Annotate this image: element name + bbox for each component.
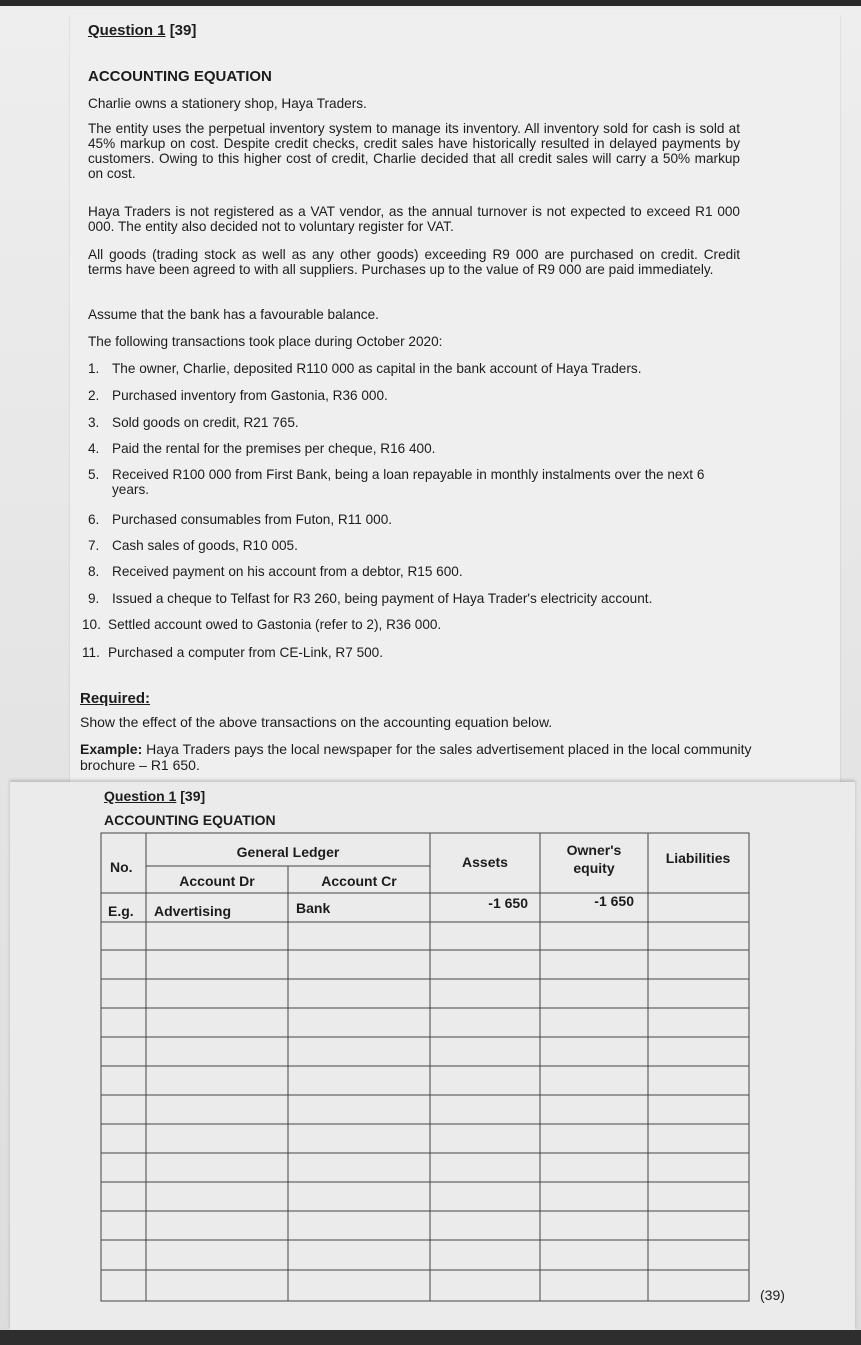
paragraph-vat: Haya Traders is not registered as a VAT vendor, as the annual turnover is not expected to exceed R1 000 000. The entity also decided not to voluntary register for VAT. bbox=[88, 204, 740, 234]
photo-edge-bottom bbox=[0, 1330, 861, 1345]
transaction-text: Issued a cheque to Telfast for R3 260, being payment of Haya Trader's electricity account. bbox=[112, 591, 653, 606]
transaction-text: Paid the rental for the premises per cheque, R16 400. bbox=[112, 441, 436, 456]
example-label: Example: bbox=[80, 741, 143, 757]
header-owners-equity-line1: Owner's bbox=[566, 842, 622, 858]
example-body: Haya Traders pays the local newspaper for the sales advertisement placed in the local community brochure – R1 650. bbox=[80, 741, 752, 773]
transaction-text: Received R100 000 from First Bank, being a loan repayable in monthly instalments over the next 6 years. bbox=[112, 467, 705, 497]
transaction-number: 1. bbox=[88, 361, 100, 376]
transaction-number: 2. bbox=[88, 388, 100, 403]
total-marks: (39) bbox=[760, 1287, 785, 1303]
paragraph-inventory: The entity uses the perpetual inventory system to manage its inventory. All inventory sold for cash is sold at 45% markup on cost. Despite credit checks, credit sales have historically resulted in delayed payments by customers. Owing to this higher cost of credit, Charlie decided that all credit sales will carry a 50% markup on cost. bbox=[88, 121, 740, 181]
transaction-number: 10. bbox=[82, 617, 101, 632]
transaction-text: Purchased inventory from Gastonia, R36 000. bbox=[112, 388, 388, 403]
transaction-text: Sold goods on credit, R21 765. bbox=[112, 415, 299, 430]
transaction-text: Settled account owed to Gastonia (refer to 2), R36 000. bbox=[108, 617, 442, 632]
transaction-number: 11. bbox=[82, 645, 100, 660]
required-text: Show the effect of the above transactions on the accounting equation below. bbox=[80, 714, 553, 730]
example-account-cr: Bank bbox=[296, 900, 331, 916]
transaction-number: 9. bbox=[88, 591, 100, 606]
transaction-number: 3. bbox=[88, 415, 100, 430]
header-account-cr: Account Cr bbox=[321, 873, 397, 889]
transaction-text: Cash sales of goods, R10 005. bbox=[112, 538, 298, 553]
example-row bbox=[108, 893, 634, 919]
example-account-dr: Advertising bbox=[154, 903, 232, 919]
header-account-dr: Account Dr bbox=[179, 873, 255, 889]
header-liabilities: Liabilities bbox=[665, 850, 731, 866]
transaction-text: Purchased a computer from CE-Link, R7 500. bbox=[108, 645, 384, 660]
required-heading: Required: bbox=[80, 690, 151, 707]
header-assets: Assets bbox=[462, 854, 508, 870]
question-marks: [39] bbox=[169, 22, 197, 39]
transaction-number: 5. bbox=[88, 467, 100, 482]
example-owners-equity: -1 650 bbox=[594, 893, 634, 909]
header-general-ledger: General Ledger bbox=[236, 844, 340, 860]
paragraph-intro: Charlie owns a stationery shop, Haya Traders. bbox=[88, 96, 367, 111]
transaction-number: 4. bbox=[88, 441, 100, 456]
paragraph-credit: All goods (trading stock as well as any other goods) exceeding R9 000 are purchased on credit. Credit terms have been agreed to with all suppliers. Purchases up to the value of R9 000 are paid immediately. bbox=[88, 247, 740, 277]
section-title: ACCOUNTING EQUATION bbox=[88, 68, 272, 85]
header-owners-equity-line2: equity bbox=[573, 860, 615, 876]
header-no: No. bbox=[110, 859, 133, 875]
example-assets: -1 650 bbox=[488, 895, 528, 911]
answer-question-marks: [39] bbox=[180, 788, 206, 804]
transaction-number: 6. bbox=[88, 512, 100, 527]
paragraph-bank: Assume that the bank has a favourable balance. bbox=[88, 307, 379, 322]
question-label: Question 1 bbox=[88, 22, 166, 39]
transaction-text: Received payment on his account from a debtor, R15 600. bbox=[112, 564, 463, 579]
transaction-number: 7. bbox=[88, 538, 100, 553]
example-no: E.g. bbox=[108, 903, 134, 919]
paragraph-transactions-intro: The following transactions took place during October 2020: bbox=[88, 334, 443, 349]
answer-question-label: Question 1 bbox=[104, 788, 177, 804]
transaction-text: Purchased consumables from Futon, R11 000. bbox=[112, 512, 393, 527]
transaction-text: The owner, Charlie, deposited R110 000 as capital in the bank account of Haya Traders. bbox=[112, 361, 642, 376]
transaction-number: 8. bbox=[88, 564, 100, 579]
answer-section-title: ACCOUNTING EQUATION bbox=[104, 812, 276, 828]
